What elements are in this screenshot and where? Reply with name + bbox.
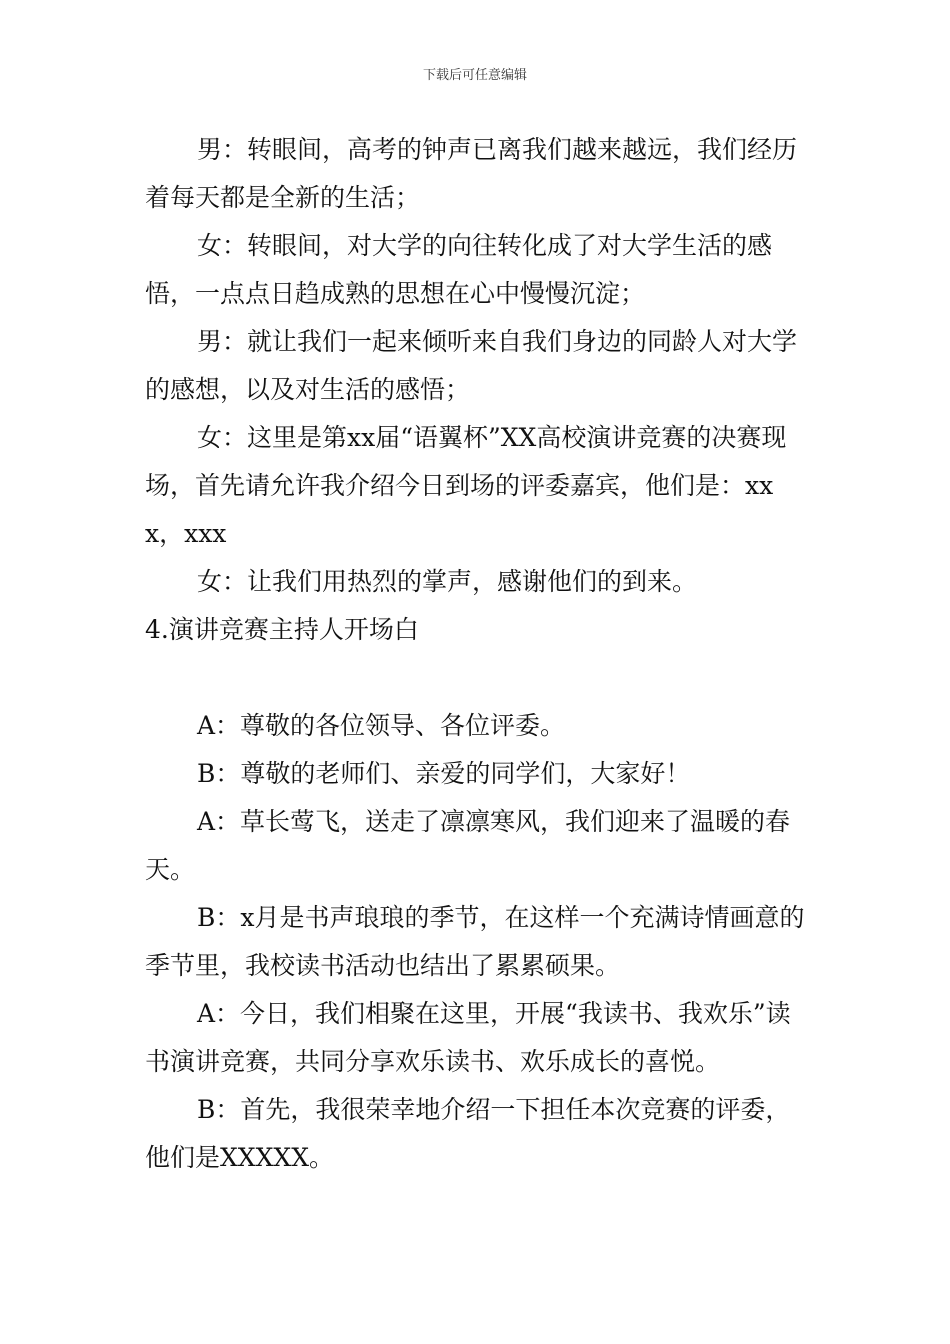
paragraph-b-3: B：首先，我很荣幸地介绍一下担任本次竞赛的评委，他们是XXXXX。 [145, 1095, 791, 1172]
paragraph-a-1: A：尊敬的各位领导、各位评委。 [197, 711, 566, 740]
paragraph-male-2: 男：就让我们一起来倾听来自我们身边的同龄人对大学的感想，以及对生活的感悟； [145, 327, 798, 404]
paragraph-b-1: B：尊敬的老师们、亲爱的同学们，大家好！ [197, 759, 691, 788]
blank-line [145, 654, 810, 702]
paragraph-female-1: 女：转眼间，对大学的向往转化成了对大学生活的感悟，一点点日趋成熟的思想在心中慢慢沉淀； [145, 231, 773, 308]
section-heading: 4.演讲竞赛主持人开场白 [145, 615, 419, 644]
paragraph-female-3: 女：让我们用热烈的掌声，感谢他们的到来。 [197, 567, 698, 596]
paragraph-female-2: 女：这里是第xx届“语翼杯”XX高校演讲竞赛的决赛现场，首先请允许我介绍今日到场的评委嘉宾，他们是：xxx，xxx [145, 423, 787, 548]
paragraph-b-2: B：x月是书声琅琅的季节，在这样一个充满诗情画意的季节里，我校读书活动也结出了累累硕果。 [145, 903, 805, 980]
document-body [145, 126, 810, 1182]
page-header: 下载后可任意编辑 [422, 68, 527, 83]
paragraph-male-1: 男：转眼间，高考的钟声已离我们越来越远，我们经历着每天都是全新的生活； [145, 135, 798, 212]
paragraph-a-3: A：今日，我们相聚在这里，开展“我读书、我欢乐”读书演讲竞赛，共同分享欢乐读书、欢乐成长的喜悦。 [145, 999, 791, 1076]
paragraph-a-2: A：草长莺飞，送走了凛凛寒风，我们迎来了温暖的春天。 [145, 807, 791, 884]
